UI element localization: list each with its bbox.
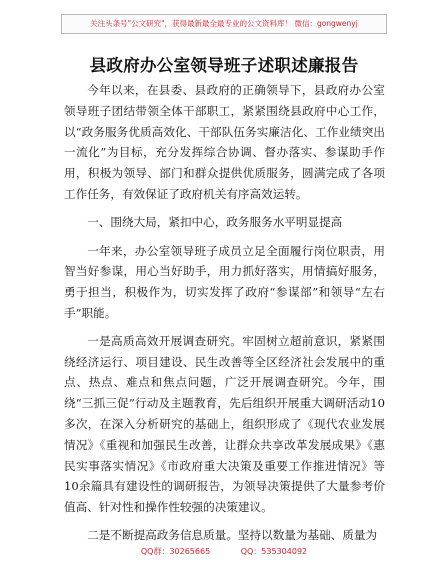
paragraph-info-quality: 二是不断提高政务信息质量。坚持以数量为基础、质量为 [87,527,378,542]
qq-group-text: QQ群：30265665 [140,547,211,556]
document-body [64,80,385,553]
paragraph-overview: 一年来，办公室领导班子成员立足全面履行岗位职责，用智当好参谋，用心当好助手，用力抓好落实，用情搞好服务，勇于担当，积极作为，切实发挥了政府“参谋部”和领导“左右手”职能。 [64,243,385,320]
qq-number-text: QQ：535304092 [240,547,308,556]
section-heading: 一、围绕大局，紧扣中心，政务服务水平明显提高 [87,214,343,229]
footer-contact [0,546,448,557]
document-title: 县政府办公室领导班子述职述廉报告 [89,56,359,75]
paragraph-intro: 今年以来，在县委、县政府的正确领导下，县政府办公室领导班子团结带领全体干部职工，紧紧围绕县政府中心工作，以“政务服务优质高效化、干部队伍务实廉洁化、工作业绩突出一流化”为目标，充分发挥综合协调、督办落实、参谋助手作用，积极为领导、部门和群众提供优质服务，圆满完成了各项工作任务，有效保证了政府机关有序高效运转。 [64,83,385,201]
promo-banner: 关注头条号"公文研究"，获得最新最全最专业的公文资料库！ 微信：gongwenyj [61,14,387,34]
paragraph-research: 一是高质高效开展调查研究。牢固树立超前意识，紧紧围绕经济运行、项目建设、民生改善等全区经济社会发展中的重点、热点、难点和焦点问题，广泛开展调查研究。今年，围绕“三抓三促”行动及主题教育，先后组织开展重大调研活动10多次，在深入分析研究的基础上，组织形成了《现代农业发展情况》《重视和加强民生改善，让群众共享改革发展成果》《惠民实事落实情况》《市政府重大决策及重要工作推进情况》等10余篇具有建设性的调研报告，为领导决策提供了大量参考价值高、针对性和操作性较强的决策建议。 [64,333,385,515]
